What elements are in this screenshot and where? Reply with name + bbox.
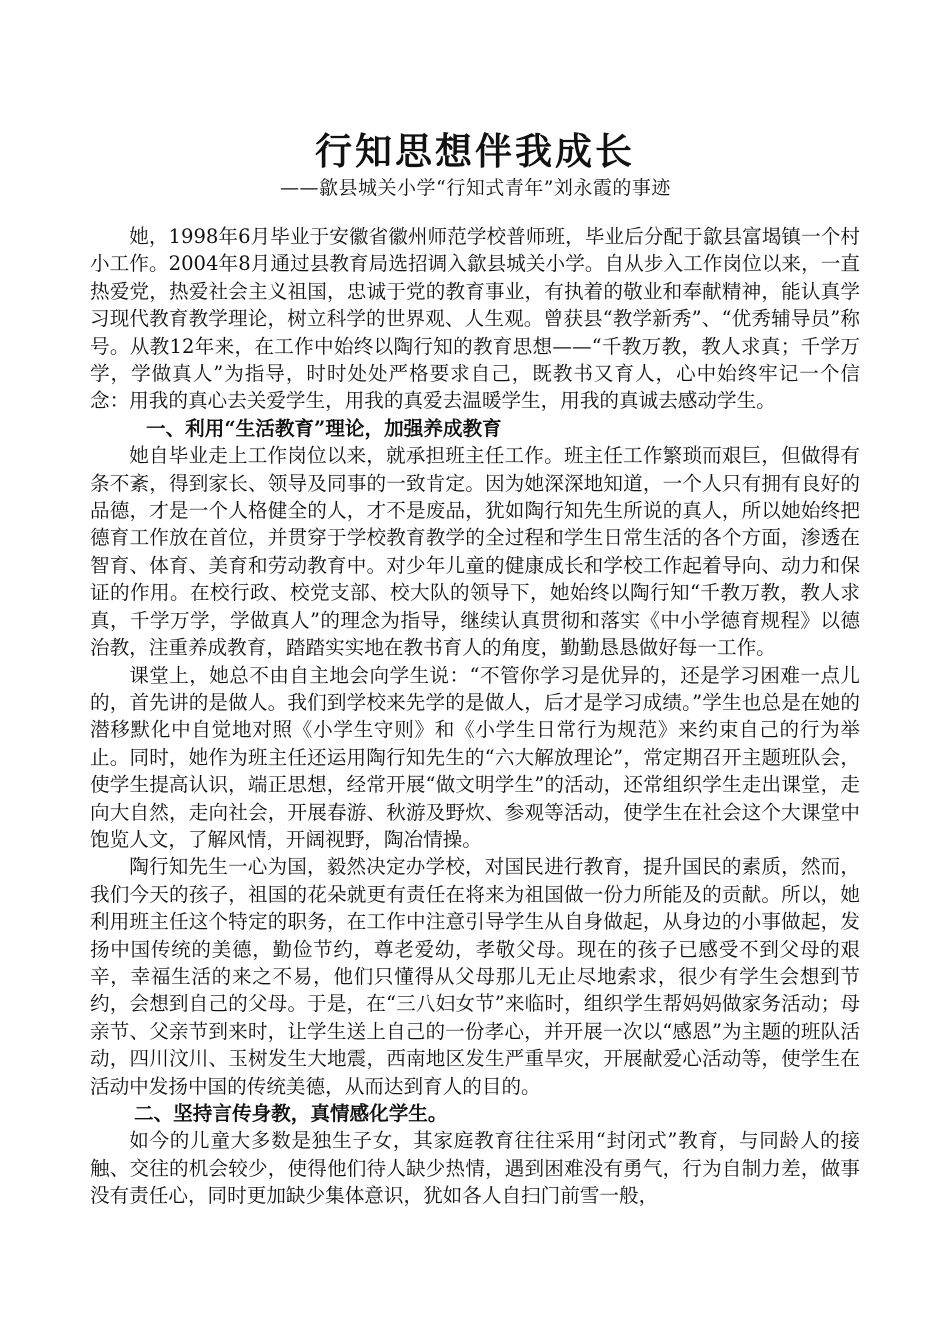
intro-paragraph: 她，1998年6月毕业于安徽省徽州师范学校普师班，毕业后分配于歙县富堨镇一个村小工作。2004年8月通过县教育局选招调入歙县城关小学。自从步入工作岗位以来，一直热爱党，热爱社会主义祖国，忠诚于党的教育事业，有执着的敬业和奉献精神，能认真学习现代教育教学理论，树立科学的世界观、人生观。曾获县“教学新秀”、“优秀辅导员”称号。从教12年来，在工作中始终以陶行知的教育思想——“千教万教，教人求真；千学万学，学做真人”为指导，时时处处严格要求自己，既教书又育人，心中始终牢记一个信念：用我的真心去关爱学生，用我的真爱去温暖学生，用我的真诚去感动学生。 bbox=[90, 225, 860, 413]
document-body bbox=[90, 223, 860, 1210]
body-paragraph: 她自毕业走上工作岗位以来，就承担班主任工作。班主任工作繁琐而艰巨，但做得有条不紊，得到家长、领导及同事的一致肯定。因为她深深地知道，一个人只有拥有良好的品德，才是一个人格健全的人，才不是废品，犹如陶行知先生所说的真人，所以她始终把德育工作放在首位，并贯穿于学校教育教学的全过程和学生日常生活的各个方面，渗透在智育、体育、美育和劳动教育中。对少年儿童的健康成长和学校工作起着导向、动力和保证的作用。在校行政、校党支部、校大队的领导下，她始终以陶行知“千教万教，教人求真，千学万学，学做真人”的理念为指导，继续认真贯彻和落实《中小学德育规程》以德治教，注重养成教育，踏踏实实地在教书育人的角度，勤勤恳恳做好每一工作。 bbox=[90, 444, 860, 660]
body-paragraph: 课堂上，她总不由自主地会向学生说：“不管你学习是优异的，还是学习困难一点儿的，首先讲的是做人。我们到学校来先学的是做人，后才是学习成绩。”学生也总是在她的潜移默化中自觉地对照《小学生守则》和《小学生日常行为规范》来约束自己的行为举止。同时，她作为班主任还运用陶行知先生的“六大解放理论”，常定期召开主题班队会，使学生提高认识，端正思想，经常开展“做文明学生”的活动，还常组织学生走出课堂，走向大自然，走向社会，开展春游、秋游及野炊、参观等活动，使学生在社会这个大课堂中饱览人文，了解风情，开阔视野，陶冶情操。 bbox=[90, 663, 860, 851]
section-heading-2: 二、坚持言传身教，真情感化学生。 bbox=[134, 1102, 448, 1125]
document-title: 行知思想伴我成长 bbox=[315, 129, 635, 173]
body-paragraph: 如今的儿童大多数是独生子女，其家庭教育往往采用“封闭式”教育，与同龄人的接触、交往的机会较少，使得他们待人缺少热情，遇到困难没有勇气，行为自制力差，做事没有责任心，同时更加缺少集体意识，犹如各人自扫门前雪一般， bbox=[90, 1129, 860, 1208]
document-subtitle: ——歙县城关小学“行知式青年”刘永霞的事迹 bbox=[280, 177, 671, 199]
section-heading-1: 一、利用“生活教育”理论，加强养成教育 bbox=[146, 416, 502, 440]
body-paragraph: 陶行知先生一心为国，毅然决定办学校，对国民进行教育，提升国民的素质，然而，我们今天的孩子，祖国的花朵就更有责任在将来为祖国做一份力所能及的贡献。所以，她利用班主任这个特定的职务，在工作中注意引导学生从自身做起，从身边的小事做起，发扬中国传统的美德，勤俭节约，尊老爱幼，孝敬父母。现在的孩子已感受不到父母的艰辛，幸福生活的来之不易，他们只懂得从父母那儿无止尽地索求，很少有学生会想到节约，会想到自己的父母。于是，在“三八妇女节”来临时，组织学生帮妈妈做家务活动；母亲节、父亲节到来时，让学生送上自己的一份孝心，并开展一次以“感恩”为主题的班队活动，四川汶川、玉树发生大地震，西南地区发生严重旱灾，开展献爱心活动等，使学生在活动中发扬中国的传统美德，从而达到育人的目的。 bbox=[90, 855, 860, 1098]
